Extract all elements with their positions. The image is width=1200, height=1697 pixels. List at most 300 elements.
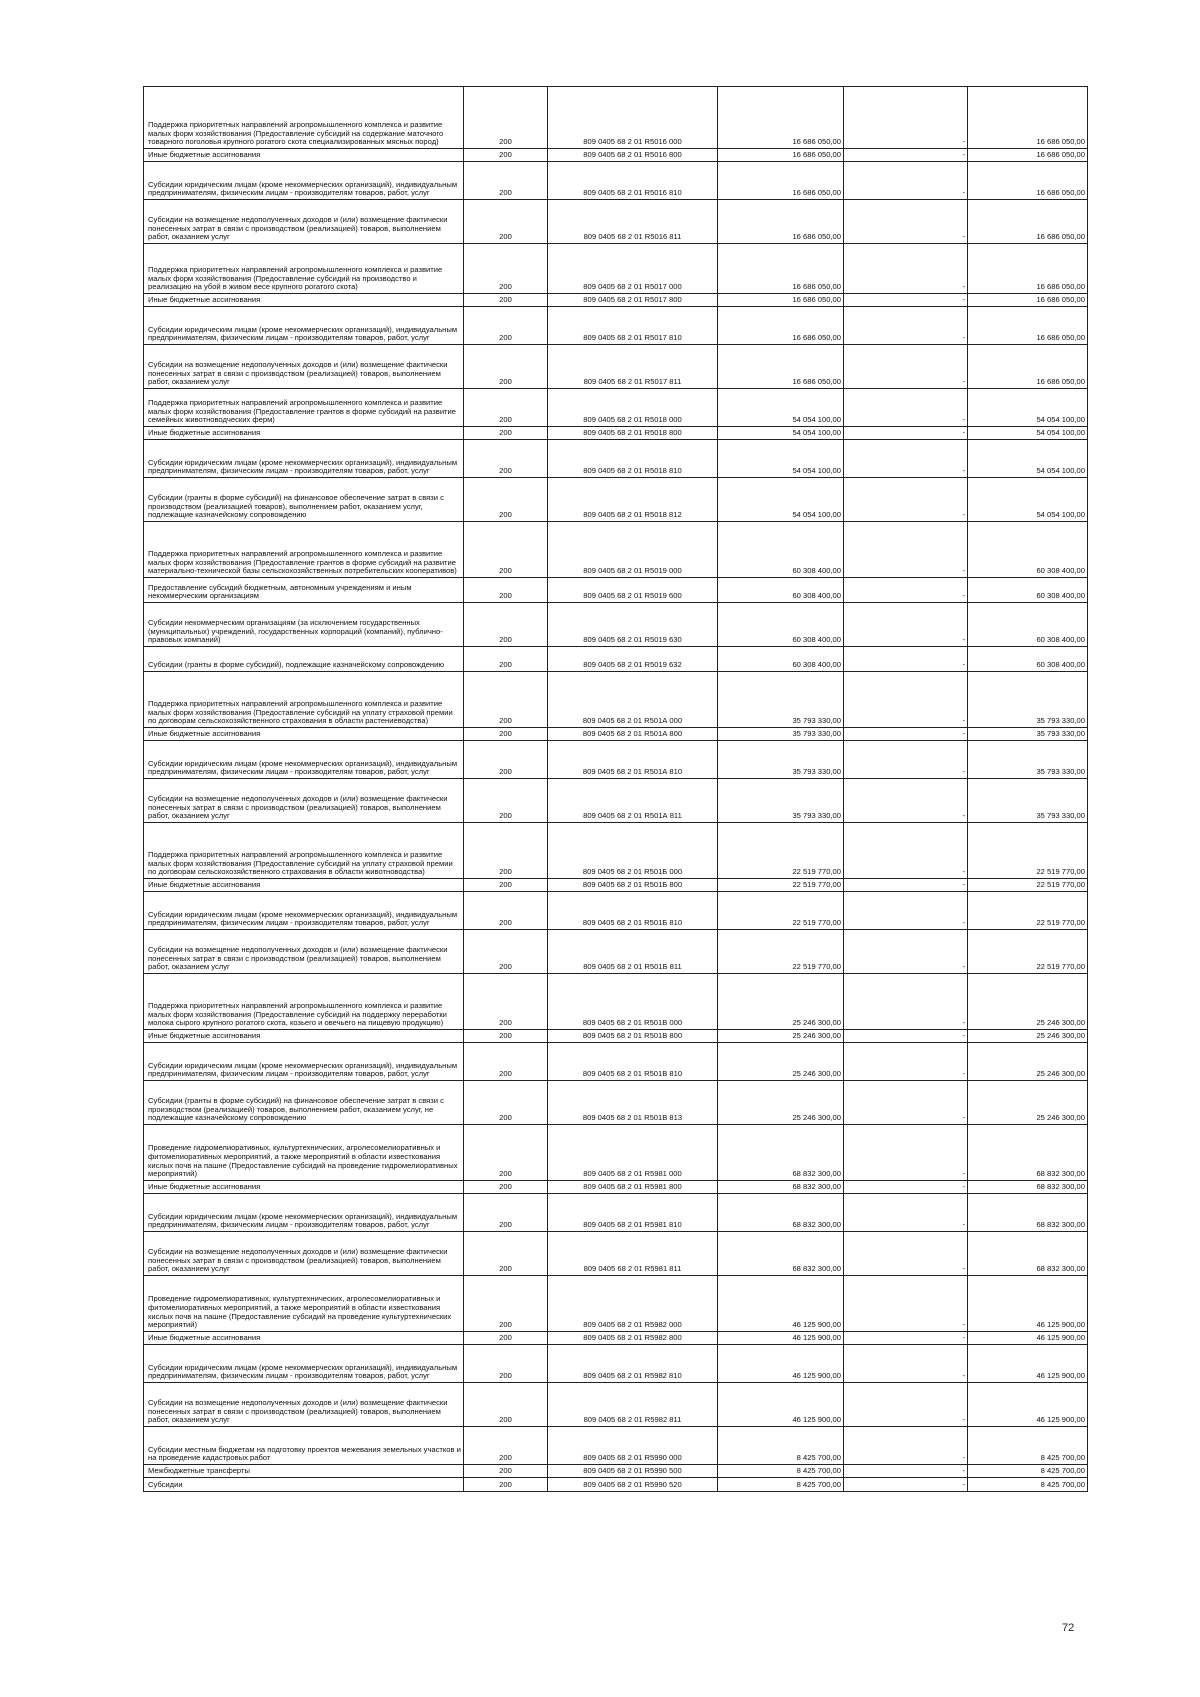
- cell-change: -: [844, 1232, 968, 1276]
- cell-change: -: [844, 1043, 968, 1081]
- cell-admin-code: 200: [464, 389, 548, 427]
- cell-admin-code: 200: [464, 87, 548, 149]
- cell-admin-code: 200: [464, 1478, 548, 1492]
- cell-admin-code: 200: [464, 779, 548, 823]
- table-row: [144, 294, 1088, 307]
- cell-name: [144, 149, 464, 162]
- cell-budget-code: 809 0405 68 2 01 R501Б 810: [548, 892, 718, 930]
- cell-admin-code: 200: [464, 1081, 548, 1125]
- cell-admin-code: 200: [464, 345, 548, 389]
- row-label: Иные бюджетные ассигнования: [148, 428, 261, 438]
- cell-admin-code: 200: [464, 200, 548, 244]
- cell-admin-code: 200: [464, 823, 548, 879]
- cell-name: [144, 478, 464, 522]
- table-row: [144, 389, 1088, 427]
- cell-name: [144, 389, 464, 427]
- cell-amount: 16 686 050,00: [718, 149, 844, 162]
- cell-total: 46 125 900,00: [968, 1276, 1088, 1332]
- cell-admin-code: 200: [464, 244, 548, 294]
- cell-total: 8 425 700,00: [968, 1478, 1088, 1492]
- cell-amount: 54 054 100,00: [718, 440, 844, 478]
- cell-amount: 25 246 300,00: [718, 974, 844, 1030]
- cell-budget-code: 809 0405 68 2 01 R5981 811: [548, 1232, 718, 1276]
- cell-amount: 16 686 050,00: [718, 307, 844, 345]
- row-label: Субсидии юридическим лицам (кроме некоммерческих организаций), индивидуальным предпринимателям, физическим лицам - производителям товаров, работ, услуг: [148, 1060, 458, 1079]
- cell-budget-code: 809 0405 68 2 01 R5981 810: [548, 1194, 718, 1232]
- cell-change: -: [844, 779, 968, 823]
- cell-amount: 68 832 300,00: [718, 1194, 844, 1232]
- cell-total: 60 308 400,00: [968, 603, 1088, 647]
- cell-change: -: [844, 647, 968, 672]
- cell-change: -: [844, 440, 968, 478]
- cell-name: [144, 1465, 464, 1478]
- cell-budget-code: 809 0405 68 2 01 R501А 000: [548, 672, 718, 728]
- page-number: 72: [1062, 1622, 1075, 1634]
- cell-budget-code: 809 0405 68 2 01 R501В 810: [548, 1043, 718, 1081]
- cell-total: 16 686 050,00: [968, 294, 1088, 307]
- table-row: [144, 879, 1088, 892]
- cell-change: -: [844, 603, 968, 647]
- cell-admin-code: 200: [464, 1383, 548, 1427]
- cell-name: [144, 1276, 464, 1332]
- cell-admin-code: 200: [464, 307, 548, 345]
- cell-total: 22 519 770,00: [968, 930, 1088, 974]
- cell-total: 22 519 770,00: [968, 879, 1088, 892]
- cell-budget-code: 809 0405 68 2 01 R5982 811: [548, 1383, 718, 1427]
- cell-change: -: [844, 1345, 968, 1383]
- cell-change: -: [844, 1332, 968, 1345]
- cell-change: -: [844, 1383, 968, 1427]
- cell-amount: 68 832 300,00: [718, 1181, 844, 1194]
- cell-budget-code: 809 0405 68 2 01 R501В 813: [548, 1081, 718, 1125]
- row-label: Поддержка приоритетных направлений агропромышленного комплекса и развитие малых форм хозяйствования (Предоставление субсидий на поддержку переработки молока сырого крупного рогатого скота, козьего и овечьего на пищевую продукцию): [148, 1000, 447, 1028]
- cell-change: -: [844, 879, 968, 892]
- cell-change: -: [844, 1194, 968, 1232]
- cell-name: [144, 741, 464, 779]
- table-row: [144, 427, 1088, 440]
- table-row: [144, 1232, 1088, 1276]
- cell-name: [144, 879, 464, 892]
- cell-name: [144, 307, 464, 345]
- table-row: [144, 672, 1088, 728]
- cell-change: -: [844, 1276, 968, 1332]
- row-label: Субсидии на возмещение недополученных доходов и (или) возмещение фактически понесенных затрат в связи с производством (реализацией) товаров, выполнением работ, оказанием услуг: [148, 1246, 448, 1274]
- cell-amount: 16 686 050,00: [718, 162, 844, 200]
- row-label: Субсидии (гранты в форме субсидий), подлежащие казначейскому сопровождению: [148, 660, 445, 670]
- cell-total: 54 054 100,00: [968, 440, 1088, 478]
- table-row: [144, 345, 1088, 389]
- cell-admin-code: 200: [464, 162, 548, 200]
- row-label: Субсидии на возмещение недополученных доходов и (или) возмещение фактически понесенных затрат в связи с производством (реализацией) товаров, выполнением работ, оказанием услуг: [148, 359, 448, 387]
- row-label: Субсидии юридическим лицам (кроме некоммерческих организаций), индивидуальным предпринимателям, физическим лицам - производителям товаров, работ, услуг: [148, 758, 458, 777]
- table-row: [144, 244, 1088, 294]
- cell-budget-code: 809 0405 68 2 01 R5982 000: [548, 1276, 718, 1332]
- cell-name: [144, 1478, 464, 1492]
- row-label: Субсидии на возмещение недополученных доходов и (или) возмещение фактически понесенных затрат в связи с производством (реализацией) товаров, выполнением работ, оказанием услуг: [148, 1397, 448, 1425]
- cell-admin-code: 200: [464, 1345, 548, 1383]
- cell-total: 54 054 100,00: [968, 427, 1088, 440]
- cell-budget-code: 809 0405 68 2 01 R501А 811: [548, 779, 718, 823]
- table-row: [144, 1383, 1088, 1427]
- table-body: [144, 87, 1088, 1492]
- row-label: Иные бюджетные ассигнования: [148, 150, 261, 160]
- cell-name: [144, 892, 464, 930]
- cell-total: 25 246 300,00: [968, 1043, 1088, 1081]
- row-label: Субсидии юридическим лицам (кроме некоммерческих организаций), индивидуальным предпринимателям, физическим лицам - производителям товаров, работ, услуг: [148, 909, 458, 928]
- table-row: [144, 478, 1088, 522]
- table-row: [144, 1427, 1088, 1465]
- cell-admin-code: 200: [464, 1465, 548, 1478]
- cell-name: [144, 647, 464, 672]
- table-row: [144, 728, 1088, 741]
- cell-total: 60 308 400,00: [968, 647, 1088, 672]
- cell-total: 60 308 400,00: [968, 578, 1088, 603]
- cell-budget-code: 809 0405 68 2 01 R5981 800: [548, 1181, 718, 1194]
- cell-change: -: [844, 1125, 968, 1181]
- cell-admin-code: 200: [464, 879, 548, 892]
- cell-name: [144, 162, 464, 200]
- cell-budget-code: 809 0405 68 2 01 R5981 000: [548, 1125, 718, 1181]
- cell-change: -: [844, 1081, 968, 1125]
- cell-amount: 54 054 100,00: [718, 389, 844, 427]
- row-label: Субсидии юридическим лицам (кроме некоммерческих организаций), индивидуальным предпринимателям, физическим лицам - производителям товаров, работ, услуг: [148, 1211, 458, 1230]
- row-label: Субсидии (гранты в форме субсидий) на финансовое обеспечение затрат в связи с производством (реализацией товаров), выполнением работ, оказанием услуг, подлежащие казначейскому сопровождению: [148, 492, 444, 520]
- cell-budget-code: 809 0405 68 2 01 R5019 600: [548, 578, 718, 603]
- table-row: [144, 1194, 1088, 1232]
- cell-amount: 60 308 400,00: [718, 647, 844, 672]
- cell-change: -: [844, 427, 968, 440]
- row-label: Поддержка приоритетных направлений агропромышленного комплекса и развитие малых форм хозяйствования (Предоставление субсидий на содержание маточного товарного поголовья крупного рогатого скота специализированных мясных пород): [148, 119, 444, 147]
- cell-total: 54 054 100,00: [968, 389, 1088, 427]
- cell-total: 16 686 050,00: [968, 87, 1088, 149]
- cell-admin-code: 200: [464, 728, 548, 741]
- cell-change: -: [844, 294, 968, 307]
- cell-budget-code: 809 0405 68 2 01 R5018 800: [548, 427, 718, 440]
- cell-name: [144, 1125, 464, 1181]
- cell-name: [144, 1194, 464, 1232]
- table-row: [144, 87, 1088, 149]
- cell-change: -: [844, 728, 968, 741]
- cell-name: [144, 1427, 464, 1465]
- cell-total: 16 686 050,00: [968, 149, 1088, 162]
- cell-budget-code: 809 0405 68 2 01 R501В 000: [548, 974, 718, 1030]
- row-label: Межбюджетные трансферты: [148, 1466, 250, 1476]
- cell-amount: 46 125 900,00: [718, 1345, 844, 1383]
- row-label: Субсидии на возмещение недополученных доходов и (или) возмещение фактически понесенных затрат в связи с производством (реализацией) товаров, выполнением работ, оказанием услуг: [148, 214, 448, 242]
- cell-budget-code: 809 0405 68 2 01 R5990 000: [548, 1427, 718, 1465]
- budget-table: [143, 86, 1088, 1492]
- cell-budget-code: 809 0405 68 2 01 R5018 810: [548, 440, 718, 478]
- cell-change: -: [844, 892, 968, 930]
- cell-admin-code: 200: [464, 1043, 548, 1081]
- cell-amount: 54 054 100,00: [718, 427, 844, 440]
- cell-name: [144, 427, 464, 440]
- cell-admin-code: 200: [464, 974, 548, 1030]
- cell-amount: 25 246 300,00: [718, 1043, 844, 1081]
- cell-change: -: [844, 307, 968, 345]
- cell-name: [144, 728, 464, 741]
- cell-budget-code: 809 0405 68 2 01 R5016 800: [548, 149, 718, 162]
- cell-amount: 35 793 330,00: [718, 779, 844, 823]
- table-row: [144, 741, 1088, 779]
- cell-change: -: [844, 578, 968, 603]
- cell-name: [144, 779, 464, 823]
- cell-total: 54 054 100,00: [968, 478, 1088, 522]
- row-label: Субсидии на возмещение недополученных доходов и (или) возмещение фактически понесенных затрат в связи с производством (реализацией) товаров, выполнением работ, оказанием услуг: [148, 793, 448, 821]
- cell-name: [144, 1043, 464, 1081]
- cell-budget-code: 809 0405 68 2 01 R501А 800: [548, 728, 718, 741]
- cell-amount: 16 686 050,00: [718, 87, 844, 149]
- row-label: Поддержка приоритетных направлений агропромышленного комплекса и развитие малых форм хозяйствования (Предоставление субсидий на уплату страховой премии по договорам сельскохозяйственного страхования в области животноводства): [148, 849, 453, 877]
- cell-name: [144, 1332, 464, 1345]
- table-row: [144, 440, 1088, 478]
- cell-amount: 16 686 050,00: [718, 244, 844, 294]
- table-row: [144, 823, 1088, 879]
- row-label: Поддержка приоритетных направлений агропромышленного комплекса и развитие малых форм хозяйствования (Предоставление грантов в форме субсидий на развитие семейных животноводческих ферм): [148, 397, 456, 425]
- cell-budget-code: 809 0405 68 2 01 R5982 810: [548, 1345, 718, 1383]
- cell-amount: 16 686 050,00: [718, 294, 844, 307]
- cell-change: -: [844, 200, 968, 244]
- row-label: Иные бюджетные ассигнования: [148, 1333, 261, 1343]
- cell-name: [144, 603, 464, 647]
- cell-name: [144, 345, 464, 389]
- cell-name: [144, 974, 464, 1030]
- cell-budget-code: 809 0405 68 2 01 R501Б 811: [548, 930, 718, 974]
- cell-admin-code: 200: [464, 1332, 548, 1345]
- cell-total: 25 246 300,00: [968, 974, 1088, 1030]
- cell-amount: 22 519 770,00: [718, 879, 844, 892]
- row-label: Иные бюджетные ассигнования: [148, 1031, 261, 1041]
- cell-total: 8 425 700,00: [968, 1427, 1088, 1465]
- cell-amount: 46 125 900,00: [718, 1383, 844, 1427]
- cell-change: -: [844, 345, 968, 389]
- cell-budget-code: 809 0405 68 2 01 R5017 810: [548, 307, 718, 345]
- cell-name: [144, 522, 464, 578]
- cell-change: -: [844, 741, 968, 779]
- cell-change: -: [844, 1181, 968, 1194]
- cell-total: 68 832 300,00: [968, 1194, 1088, 1232]
- cell-budget-code: 809 0405 68 2 01 R5016 000: [548, 87, 718, 149]
- cell-total: 35 793 330,00: [968, 728, 1088, 741]
- cell-name: [144, 244, 464, 294]
- cell-admin-code: 200: [464, 294, 548, 307]
- cell-amount: 46 125 900,00: [718, 1276, 844, 1332]
- cell-amount: 22 519 770,00: [718, 930, 844, 974]
- cell-amount: 25 246 300,00: [718, 1081, 844, 1125]
- table-row: [144, 779, 1088, 823]
- cell-budget-code: 809 0405 68 2 01 R5019 630: [548, 603, 718, 647]
- cell-admin-code: 200: [464, 1194, 548, 1232]
- cell-admin-code: 200: [464, 578, 548, 603]
- cell-budget-code: 809 0405 68 2 01 R5016 811: [548, 200, 718, 244]
- cell-admin-code: 200: [464, 892, 548, 930]
- cell-admin-code: 200: [464, 647, 548, 672]
- cell-admin-code: 200: [464, 522, 548, 578]
- cell-total: 22 519 770,00: [968, 892, 1088, 930]
- cell-admin-code: 200: [464, 1427, 548, 1465]
- cell-name: [144, 1181, 464, 1194]
- cell-total: 46 125 900,00: [968, 1332, 1088, 1345]
- cell-name: [144, 440, 464, 478]
- row-label: Поддержка приоритетных направлений агропромышленного комплекса и развитие малых форм хозяйствования (Предоставление субсидий на уплату страховой премии по договорам сельскохозяйственного страхования в области растениеводства): [148, 698, 453, 726]
- cell-total: 8 425 700,00: [968, 1465, 1088, 1478]
- cell-amount: 22 519 770,00: [718, 823, 844, 879]
- cell-total: 60 308 400,00: [968, 522, 1088, 578]
- table-row: [144, 1125, 1088, 1181]
- cell-amount: 35 793 330,00: [718, 672, 844, 728]
- cell-name: [144, 930, 464, 974]
- cell-name: [144, 578, 464, 603]
- cell-total: 16 686 050,00: [968, 307, 1088, 345]
- cell-admin-code: 200: [464, 672, 548, 728]
- table-row: [144, 1081, 1088, 1125]
- cell-amount: 46 125 900,00: [718, 1332, 844, 1345]
- cell-total: 16 686 050,00: [968, 200, 1088, 244]
- cell-amount: 54 054 100,00: [718, 478, 844, 522]
- cell-change: -: [844, 672, 968, 728]
- row-label: Предоставление субсидий бюджетным, автономным учреждениям и иным некоммерческим организациям: [148, 582, 412, 601]
- cell-budget-code: 809 0405 68 2 01 R5017 800: [548, 294, 718, 307]
- row-label: Проведение гидромелиоративных, культуртехнических, агролесомелиоративных и фитомелиоративных мероприятий, а также мероприятий в области известкования кислых почв на пашне (Предоставление субсидий на проведение гидромелиоративных мероприятий): [148, 1143, 458, 1179]
- cell-admin-code: 200: [464, 741, 548, 779]
- cell-change: -: [844, 1427, 968, 1465]
- cell-total: 46 125 900,00: [968, 1383, 1088, 1427]
- cell-total: 68 832 300,00: [968, 1181, 1088, 1194]
- row-label: Субсидии юридическим лицам (кроме некоммерческих организаций), индивидуальным предпринимателям, физическим лицам - производителям товаров, работ, услуг: [148, 324, 458, 343]
- cell-budget-code: 809 0405 68 2 01 R501Б 800: [548, 879, 718, 892]
- table-row: [144, 1332, 1088, 1345]
- table-row: [144, 1276, 1088, 1332]
- cell-budget-code: 809 0405 68 2 01 R5017 000: [548, 244, 718, 294]
- cell-amount: 8 425 700,00: [718, 1427, 844, 1465]
- table-row: [144, 149, 1088, 162]
- cell-amount: 60 308 400,00: [718, 522, 844, 578]
- cell-name: [144, 1232, 464, 1276]
- cell-admin-code: 200: [464, 930, 548, 974]
- table-row: [144, 603, 1088, 647]
- cell-amount: 8 425 700,00: [718, 1478, 844, 1492]
- cell-change: -: [844, 149, 968, 162]
- cell-name: [144, 1030, 464, 1043]
- cell-admin-code: 200: [464, 440, 548, 478]
- cell-amount: 35 793 330,00: [718, 728, 844, 741]
- cell-admin-code: 200: [464, 603, 548, 647]
- table-row: [144, 892, 1088, 930]
- cell-admin-code: 200: [464, 427, 548, 440]
- cell-name: [144, 1345, 464, 1383]
- cell-amount: 16 686 050,00: [718, 345, 844, 389]
- cell-budget-code: 809 0405 68 2 01 R5016 810: [548, 162, 718, 200]
- cell-total: 46 125 900,00: [968, 1345, 1088, 1383]
- row-label: Иные бюджетные ассигнования: [148, 729, 261, 739]
- cell-admin-code: 200: [464, 1232, 548, 1276]
- table-row: [144, 522, 1088, 578]
- cell-amount: 60 308 400,00: [718, 578, 844, 603]
- row-label: Субсидии: [148, 1480, 183, 1490]
- cell-total: 16 686 050,00: [968, 345, 1088, 389]
- row-label: Субсидии местным бюджетам на подготовку проектов межевания земельных участков и на проведение кадастровых работ: [148, 1444, 461, 1463]
- cell-amount: 35 793 330,00: [718, 741, 844, 779]
- cell-amount: 60 308 400,00: [718, 603, 844, 647]
- cell-budget-code: 809 0405 68 2 01 R5019 632: [548, 647, 718, 672]
- cell-amount: 22 519 770,00: [718, 892, 844, 930]
- cell-change: -: [844, 162, 968, 200]
- cell-total: 25 246 300,00: [968, 1081, 1088, 1125]
- row-label: Субсидии на возмещение недополученных доходов и (или) возмещение фактически понесенных затрат в связи с производством (реализацией) товаров, выполнением работ, оказанием услуг: [148, 944, 448, 972]
- cell-budget-code: 809 0405 68 2 01 R5990 520: [548, 1478, 718, 1492]
- cell-total: 68 832 300,00: [968, 1125, 1088, 1181]
- row-label: Субсидии (гранты в форме субсидий) на финансовое обеспечение затрат в связи с производством (реализацией) товаров, выполнением работ, оказанием услуг, не подлежащие казначейскому сопровождению: [148, 1095, 444, 1123]
- cell-budget-code: 809 0405 68 2 01 R501Б 000: [548, 823, 718, 879]
- row-label: Субсидии юридическим лицам (кроме некоммерческих организаций), индивидуальным предпринимателям, физическим лицам - производителям товаров, работ, услуг: [148, 179, 458, 198]
- cell-change: -: [844, 1465, 968, 1478]
- table-row: [144, 930, 1088, 974]
- cell-amount: 8 425 700,00: [718, 1465, 844, 1478]
- cell-change: -: [844, 389, 968, 427]
- cell-amount: 16 686 050,00: [718, 200, 844, 244]
- cell-total: 68 832 300,00: [968, 1232, 1088, 1276]
- cell-admin-code: 200: [464, 1125, 548, 1181]
- cell-change: -: [844, 1030, 968, 1043]
- table-row: [144, 1345, 1088, 1383]
- cell-name: [144, 823, 464, 879]
- cell-amount: 25 246 300,00: [718, 1030, 844, 1043]
- cell-change: -: [844, 244, 968, 294]
- cell-change: -: [844, 974, 968, 1030]
- cell-amount: 68 832 300,00: [718, 1125, 844, 1181]
- cell-admin-code: 200: [464, 1181, 548, 1194]
- cell-change: -: [844, 522, 968, 578]
- cell-total: 25 246 300,00: [968, 1030, 1088, 1043]
- row-label: Иные бюджетные ассигнования: [148, 295, 261, 305]
- cell-amount: 68 832 300,00: [718, 1232, 844, 1276]
- cell-admin-code: 200: [464, 1276, 548, 1332]
- cell-admin-code: 200: [464, 149, 548, 162]
- cell-total: 22 519 770,00: [968, 823, 1088, 879]
- cell-total: 35 793 330,00: [968, 779, 1088, 823]
- cell-change: -: [844, 1478, 968, 1492]
- row-label: Поддержка приоритетных направлений агропромышленного комплекса и развитие малых форм хозяйствования (Предоставление грантов в форме субсидий на развитие материально-технической базы сельскохозяйственных потребительских кооперативов): [148, 548, 457, 576]
- cell-change: -: [844, 478, 968, 522]
- cell-total: 35 793 330,00: [968, 741, 1088, 779]
- table-row: [144, 1030, 1088, 1043]
- row-label: Субсидии юридическим лицам (кроме некоммерческих организаций), индивидуальным предпринимателям, физическим лицам - производителям товаров, работ, услуг: [148, 457, 458, 476]
- cell-name: [144, 1383, 464, 1427]
- table-row: [144, 974, 1088, 1030]
- cell-admin-code: 200: [464, 1030, 548, 1043]
- cell-budget-code: 809 0405 68 2 01 R5018 812: [548, 478, 718, 522]
- cell-budget-code: 809 0405 68 2 01 R5990 500: [548, 1465, 718, 1478]
- cell-budget-code: 809 0405 68 2 01 R5982 800: [548, 1332, 718, 1345]
- cell-total: 16 686 050,00: [968, 162, 1088, 200]
- cell-total: 16 686 050,00: [968, 244, 1088, 294]
- cell-name: [144, 200, 464, 244]
- table-row: [144, 1465, 1088, 1478]
- table-row: [144, 1478, 1088, 1492]
- cell-budget-code: 809 0405 68 2 01 R501В 800: [548, 1030, 718, 1043]
- cell-change: -: [844, 87, 968, 149]
- cell-budget-code: 809 0405 68 2 01 R5018 000: [548, 389, 718, 427]
- cell-budget-code: 809 0405 68 2 01 R5017 811: [548, 345, 718, 389]
- row-label: Проведение гидромелиоративных, культуртехнических, агролесомелиоративных и фитомелиоративных мероприятий, а также мероприятий в области известкования кислых почв на пашне (Предоставление субсидий на проведение культуртехнических мероприятий): [148, 1294, 452, 1330]
- cell-name: [144, 87, 464, 149]
- table-row: [144, 578, 1088, 603]
- cell-total: 35 793 330,00: [968, 672, 1088, 728]
- cell-budget-code: 809 0405 68 2 01 R501А 810: [548, 741, 718, 779]
- cell-name: [144, 294, 464, 307]
- cell-change: -: [844, 930, 968, 974]
- table-row: [144, 1181, 1088, 1194]
